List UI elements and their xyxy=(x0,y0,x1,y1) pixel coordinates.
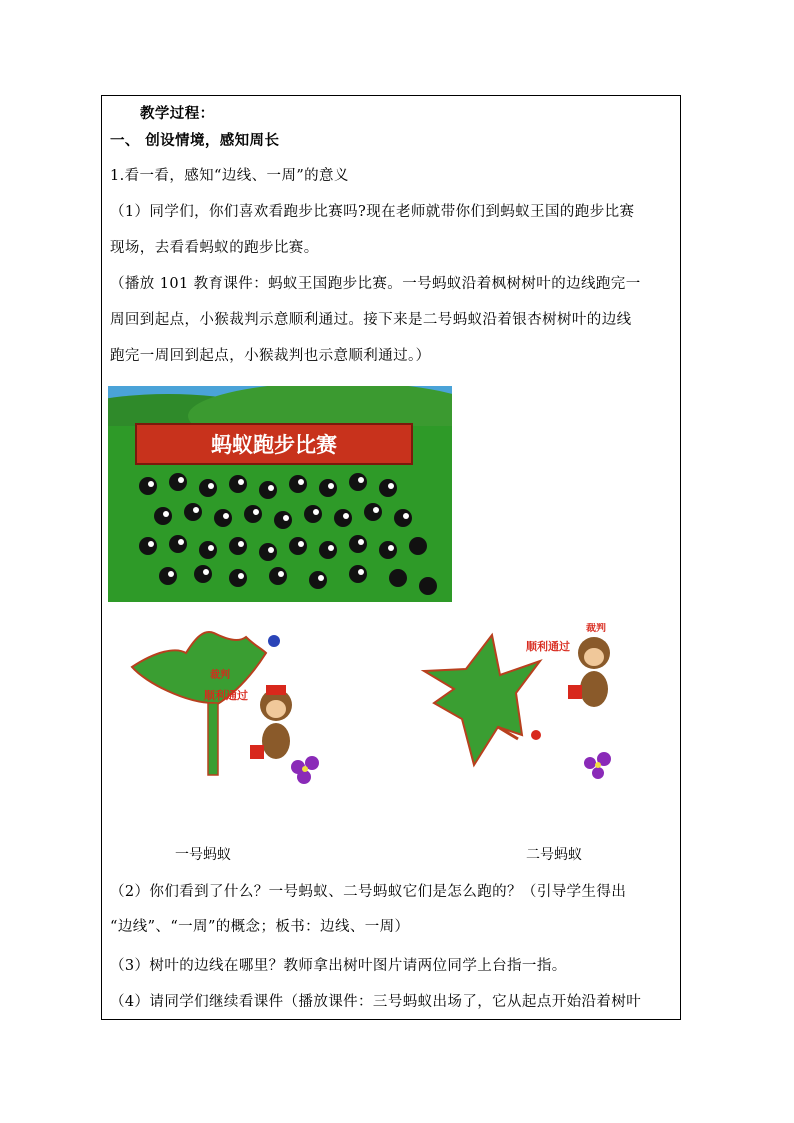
monkey-referee-icon xyxy=(568,637,610,707)
section-title: 一、 创设情境，感知周长 xyxy=(110,132,280,149)
teaching-process-heading: 教学过程： xyxy=(140,105,215,122)
monkey-referee-icon xyxy=(250,685,292,759)
referee-tag: 裁判 xyxy=(586,623,606,634)
ant-icon xyxy=(268,635,280,647)
paragraph-1-line-1: （1）同学们，你们喜欢看跑步比赛吗?现在老师就带你们到蚂蚁王国的跑步比赛 xyxy=(110,204,635,220)
paragraph-2-line-2: 周回到起点，小猴裁判示意顺利通过。接下来是二号蚂蚁沿着银杏树树叶的边线 xyxy=(110,312,632,328)
purple-flower-icon xyxy=(291,756,319,784)
caption-ant-1: 一号蚂蚁 xyxy=(175,847,231,863)
paragraph-4: （3）树叶的边线在哪里？教师拿出树叶图片请两位同学上台指一指。 xyxy=(110,958,567,974)
pass-label: 顺利通过 xyxy=(204,689,248,702)
ginkgo-leaf-scene xyxy=(126,623,326,793)
ginkgo-leaf-stem xyxy=(208,703,218,775)
paragraph-1-line-2: 现场，去看看蚂蚁的跑步比赛。 xyxy=(110,240,319,256)
purple-flower-icon xyxy=(584,752,611,779)
paragraph-2-line-1: （播放 101 教育课件：蚂蚁王国跑步比赛。一号蚂蚁沿着枫树树叶的边线跑完一 xyxy=(110,276,641,292)
maple-leaf xyxy=(424,635,540,765)
race-banner-text: 蚂蚁跑步比赛 xyxy=(211,433,337,457)
caption-ant-2: 二号蚂蚁 xyxy=(526,847,582,863)
pass-label: 顺利通过 xyxy=(526,640,570,653)
paragraph-5: （4）请同学们继续看课件（播放课件：三号蚂蚁出场了，它从起点开始沿着树叶 xyxy=(110,994,642,1010)
lesson-table-cell xyxy=(101,95,681,1020)
subsection-title: 1.看一看，感知“边线、一周”的意义 xyxy=(110,168,349,184)
paragraph-3-line-1: （2）你们看到了什么？一号蚂蚁、二号蚂蚁它们是怎么跑的？（引导学生得出 xyxy=(110,884,627,900)
paragraph-3-line-2: “边线”、“一周”的概念；板书：边线、一周） xyxy=(110,919,410,935)
maple-leaf-scene xyxy=(418,623,626,788)
ant-icon xyxy=(531,730,541,740)
referee-tag: 裁判 xyxy=(210,670,230,681)
ginkgo-leaf xyxy=(132,632,266,773)
paragraph-2-line-3: 跑完一周回到起点，小猴裁判也示意顺利通过。） xyxy=(110,348,431,364)
ant-race-picture xyxy=(108,386,452,602)
